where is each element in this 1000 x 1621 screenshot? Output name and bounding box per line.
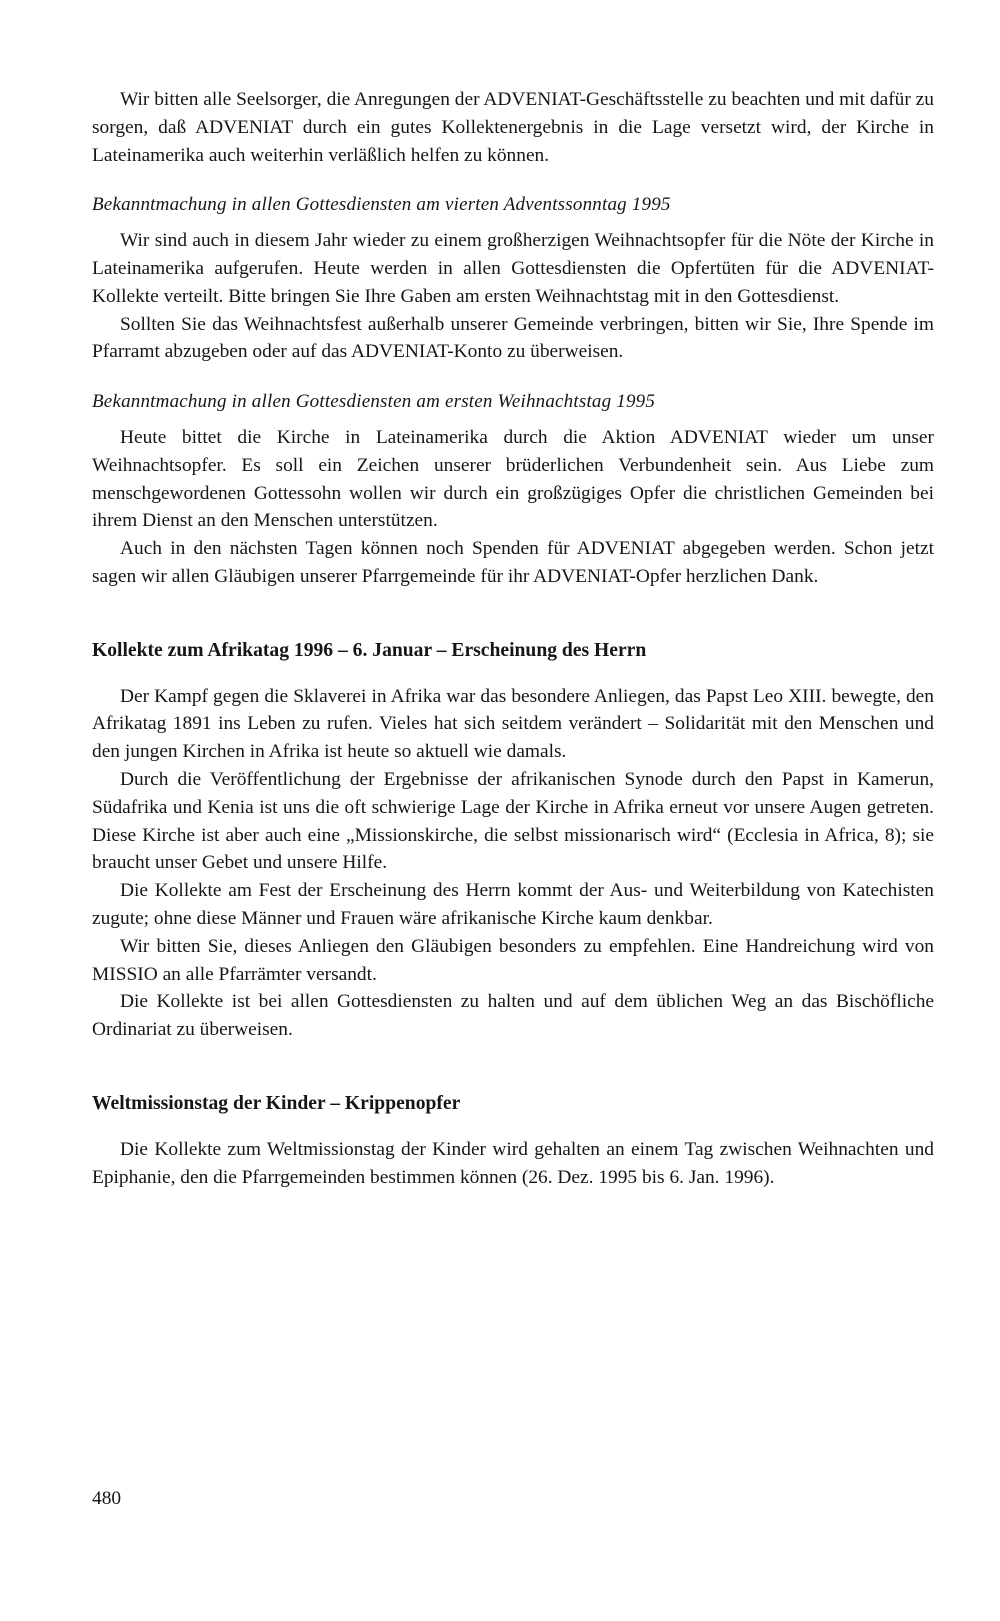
christmas-announcement-heading: Bekanntmachung in allen Gottesdiensten am ersten Weihnachtstag 1995: [92, 391, 656, 413]
afrikatag-paragraph-2: Durch die Veröffentlichung der Ergebnisse der afrikanischen Synode durch den Papst in Kamerun, Südafrika und Kenia ist uns die oft schwierige Lage der Kirche in Afrika erneut vor unsere Augen getreten. Diese Kirche ist aber auch eine „Missionskirche, die selbst missionarisch wird“ (Ecclesia in Africa, 8); sie braucht unser Gebet und unsere Hilfe.: [92, 768, 934, 874]
advent-announcement-heading: Bekanntmachung in allen Gottesdiensten am vierten Adventssonntag 1995: [92, 194, 671, 216]
afrikatag-paragraph-4: Wir bitten Sie, dieses Anliegen den Gläubigen besonders zu empfehlen. Eine Handreichung wird von MISSIO an alle Pfarrämter versandt.: [92, 935, 934, 985]
weltmissionstag-paragraph-1: Die Kollekte zum Weltmissionstag der Kinder wird gehalten an einem Tag zwischen Weihnachten und Epiphanie, den die Pfarrgemeinden bestimmen können (26. Dez. 1995 bis 6. Jan. 1996).: [92, 1138, 934, 1188]
intro-paragraph: Wir bitten alle Seelsorger, die Anregungen der ADVENIAT-Geschäftsstelle zu beachten und mit dafür zu sorgen, daß ADVENIAT durch ein gutes Kollektenergebnis in die Lage versetzt wird, der Kirche in Lateinamerika auch weiterhin verläßlich helfen zu können.: [92, 89, 934, 166]
document-page: [92, 86, 934, 1191]
afrikatag-paragraph-5: Die Kollekte ist bei allen Gottesdiensten zu halten und auf dem üblichen Weg an das Bischöfliche Ordinariat zu überweisen.: [92, 991, 934, 1041]
afrikatag-paragraph-1: Der Kampf gegen die Sklaverei in Afrika war das besondere Anliegen, das Papst Leo XIII. bewegte, den Afrikatag 1891 ins Leben zu rufen. Vieles hat sich seitdem verändert – Solidarität mit den Menschen und den jungen Kirchen in Afrika ist heute so aktuell wie damals.: [92, 685, 934, 763]
page-number: 480: [92, 1488, 122, 1509]
christmas-announcement-paragraph-1: Heute bittet die Kirche in Lateinamerika durch die Aktion ADVENIAT wieder um unser Weihnachtsopfer. Es soll ein Zeichen unserer brüderlichen Verbundenheit sein. Aus Liebe zum menschgewordenen Gottessohn wollen wir durch ein großzügiges Opfer die christlichen Gemeinden bei ihrem Dienst an den Menschen unterstützen.: [92, 426, 934, 532]
advent-announcement-paragraph-1: Wir sind auch in diesem Jahr wieder zu einem großherzigen Weihnachtsopfer für die Nöte der Kirche in Lateinamerika aufgerufen. Heute werden in allen Gottesdiensten die Opfertüten für die ADVENIAT-Kollekte verteilt. Bitte bringen Sie Ihre Gaben am ersten Weihnachtstag mit in den Gottesdienst.: [92, 230, 934, 307]
afrikatag-paragraph-3: Die Kollekte am Fest der Erscheinung des Herrn kommt der Aus- und Weiterbildung von Katechisten zugute; ohne diese Männer und Frauen wäre afrikanische Kirche kaum denkbar.: [92, 880, 934, 929]
afrikatag-heading: Kollekte zum Afrikatag 1996 – 6. Januar – Erscheinung des Herrn: [92, 639, 647, 661]
christmas-announcement-paragraph-2: Auch in den nächsten Tagen können noch Spenden für ADVENIAT abgegeben werden. Schon jetzt sagen wir allen Gläubigen unserer Pfarrgemeinde für ihr ADVENIAT-Opfer herzlichen Dank.: [92, 538, 934, 587]
weltmissionstag-heading: Weltmissionstag der Kinder – Krippenopfer: [92, 1092, 461, 1114]
advent-announcement-paragraph-2: Sollten Sie das Weihnachtsfest außerhalb unserer Gemeinde verbringen, bitten wir Sie, Ihre Spende im Pfarramt abzugeben oder auf das ADVENIAT-Konto zu überweisen.: [92, 313, 934, 363]
